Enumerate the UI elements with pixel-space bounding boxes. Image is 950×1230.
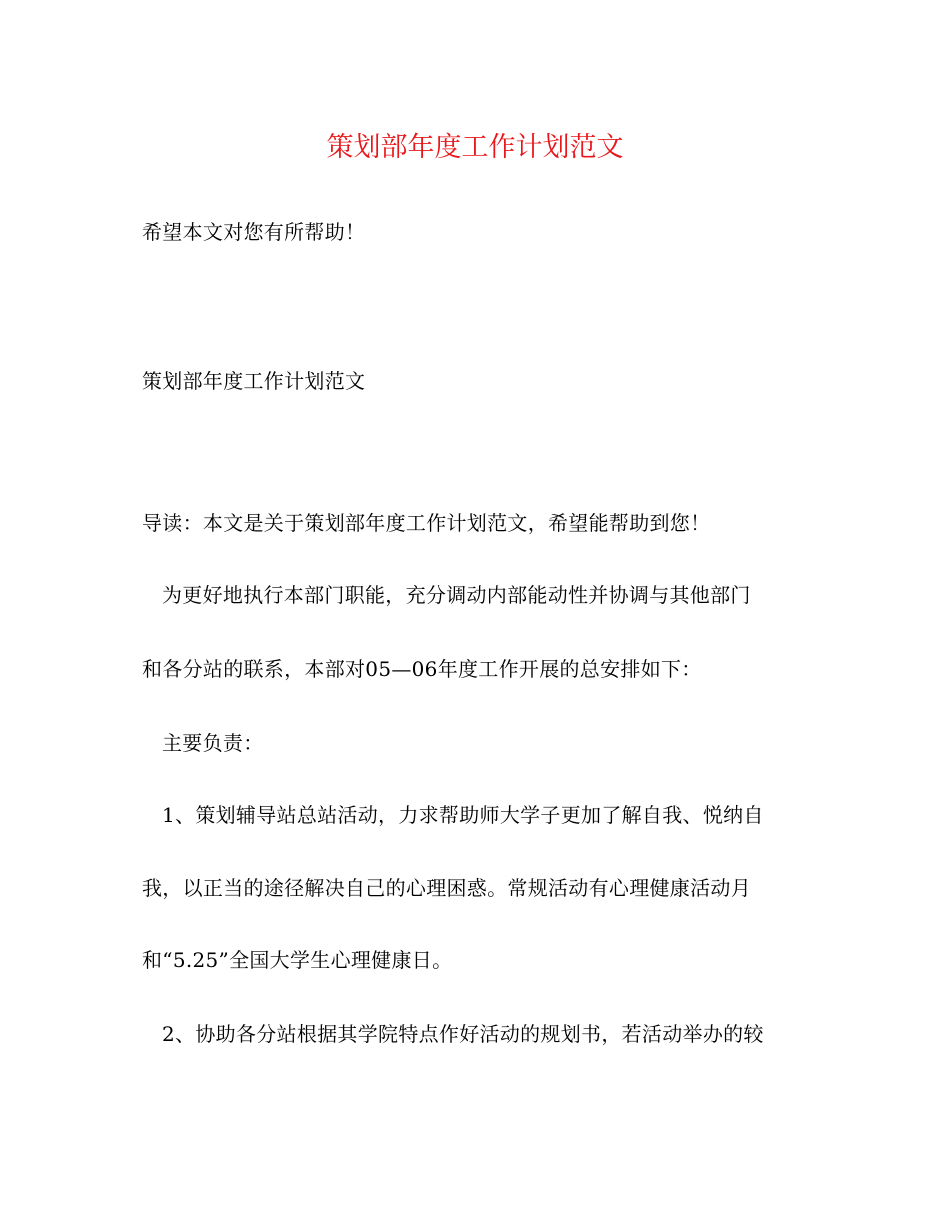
paragraph-line: 和各分站的联系，本部对05—06年度工作开展的总安排如下： [142,657,702,681]
list-item-1: 1、策划辅导站总站活动，力求帮助师大学子更加了解自我、悦纳自 [162,803,764,827]
paragraph-line: 和“5.25”全国大学生心理健康日。 [142,948,453,972]
document-title: 策划部年度工作计划范文 [326,132,624,163]
paragraph-line: 我，以正当的途径解决自己的心理困惑。常规活动有心理健康活动月 [142,876,751,900]
paragraph-line: 为更好地执行本部门职能，充分调动内部能动性并协调与其他部门 [162,583,751,607]
section-heading: 主要负责： [162,731,264,755]
subtitle-line: 策划部年度工作计划范文 [142,369,366,393]
list-item-2: 2、协助各分站根据其学院特点作好活动的规划书，若活动举办的较 [162,1022,764,1046]
intro-line: 希望本文对您有所帮助！ [142,220,366,244]
lead-line: 导读：本文是关于策划部年度工作计划范文，希望能帮助到您！ [142,511,711,535]
